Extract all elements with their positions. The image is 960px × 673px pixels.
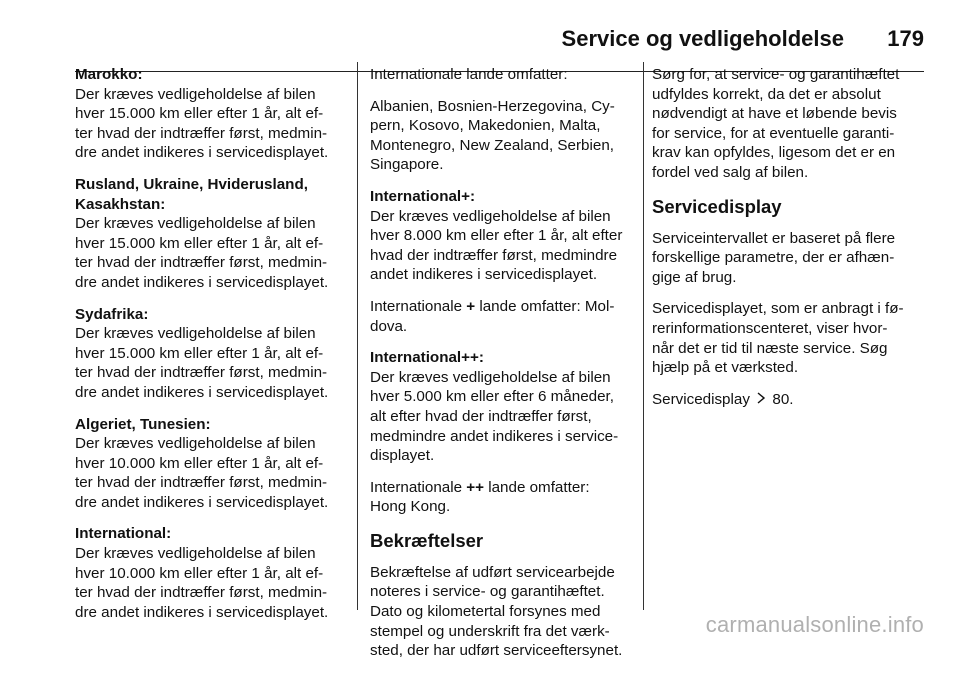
intl-countries-list — [370, 97, 636, 175]
section-heading: Sydafrika: — [75, 305, 149, 323]
section-line: Der kræves vedligeholdelse af bilen — [75, 435, 316, 453]
section-algeria — [75, 415, 350, 513]
watermark: carmanualsonline.info — [705, 612, 924, 637]
section-line: dre andet indikeres i servicedisplayet. — [75, 383, 329, 401]
section-line: ter hvad der indtræffer først, medmin- — [75, 254, 328, 272]
section-line: dre andet indikeres i servicedisplayet. — [75, 603, 329, 621]
text-line: hjælp på et værksted. — [652, 359, 799, 377]
page-title: Service og vedligeholdelse — [561, 26, 844, 51]
section-line: hver 5.000 km eller efter 6 måneder, — [370, 388, 614, 406]
section-international — [75, 524, 350, 622]
service-display-reference[interactable] — [652, 390, 927, 410]
section-line: hver 10.000 km eller efter 1 år, alt ef- — [75, 564, 324, 582]
section-line: hvad der indtræffer først, medmindre — [370, 246, 618, 264]
text-line: Montenegro, New Zealand, Serbien, — [370, 136, 614, 154]
text-line: Singapore. — [370, 156, 444, 174]
text-line: gige af brug. — [652, 268, 737, 286]
section-line: medmindre andet indikeres i service- — [370, 427, 619, 445]
section-line: dre andet indikeres i servicedisplayet. — [75, 273, 329, 291]
text-fragment: Internationale — [370, 297, 467, 315]
text-line: dova. — [370, 317, 408, 335]
text-line: pern, Kosovo, Makedonien, Malta, — [370, 117, 601, 135]
confirmations-heading: Bekræftelser — [370, 529, 484, 551]
text-line: sted, der har udført serviceeftersynet. — [370, 642, 623, 660]
section-heading: Kasakhstan: — [75, 195, 166, 213]
section-heading: Marokko: — [75, 66, 143, 83]
section-line: dre andet indikeres i servicedisplayet. — [75, 144, 329, 162]
text-fragment: lande omfatter: — [484, 478, 590, 496]
section-line: andet indikeres i servicedisplayet. — [370, 266, 598, 284]
text-line — [370, 478, 636, 498]
text-line: Hong Kong. — [370, 498, 451, 516]
section-line: Der kræves vedligeholdelse af bilen — [75, 215, 316, 233]
section-line: alt efter hvad der indtræffer først, — [370, 407, 592, 425]
section-line: ter hvad der indtræffer først, medmin- — [75, 474, 328, 492]
text-line: rerinformationscenteret, viser hvor- — [652, 319, 888, 337]
section-line: dre andet indikeres i servicedisplayet. — [75, 493, 329, 511]
text-line: Bekræftelse af udført servicearbejde — [370, 563, 615, 581]
reference-link[interactable] — [652, 390, 927, 410]
text-line: Albanien, Bosnien-Herzegovina, Cy- — [370, 97, 615, 115]
service-display-heading: Servicedisplay — [652, 195, 782, 217]
section-line: ter hvad der indtræffer først, medmin- — [75, 584, 328, 602]
section-heading: Algeriet, Tunesien: — [75, 415, 211, 433]
text-line: noteres i service- og garantihæftet. — [370, 583, 605, 601]
plus-countries — [370, 297, 636, 336]
page-header — [0, 24, 924, 54]
intl-countries-intro — [370, 65, 636, 85]
text-line: nødvendigt at have et løbende bevis — [652, 105, 897, 123]
section-line: ter hvad der indtræffer først, medmin- — [75, 364, 328, 382]
text-line: krav kan opfyldes, ligesom det er en — [652, 144, 896, 162]
section-international-plus-plus — [370, 348, 636, 466]
section-south-africa — [75, 305, 350, 403]
arrow-icon — [756, 390, 766, 410]
section-line: Der kræves vedligeholdelse af bilen — [370, 207, 611, 225]
section-line: Der kræves vedligeholdelse af bilen — [75, 545, 316, 563]
section-heading: International: — [75, 525, 172, 543]
service-book-paragraph — [652, 65, 927, 183]
page-number: 179 — [887, 26, 924, 51]
column-3 — [652, 65, 927, 421]
text-fragment: lande omfatter: Mol- — [475, 297, 615, 315]
reference-label: Servicedisplay — [652, 390, 750, 408]
plus-symbol: + — [466, 297, 476, 315]
confirmations-body — [370, 563, 636, 661]
text-line: fordel ved salg af bilen. — [652, 163, 809, 181]
plus-plus-symbol: ++ — [466, 478, 485, 496]
column-divider-1 — [357, 62, 358, 610]
service-display-paragraph — [652, 299, 927, 377]
section-line: Der kræves vedligeholdelse af bilen — [370, 368, 611, 386]
text-fragment: Internationale — [370, 478, 467, 496]
service-interval-paragraph — [652, 229, 927, 288]
column-1 — [75, 65, 350, 634]
text-line: Servicedisplayet, som er anbragt i fø- — [652, 300, 904, 318]
reference-page: 80. — [772, 390, 794, 408]
text-line: når det er tid til næste service. Søg — [652, 339, 888, 357]
section-line: hver 10.000 km eller efter 1 år, alt ef- — [75, 454, 324, 472]
section-line: ter hvad der indtræffer først, medmin- — [75, 124, 328, 142]
text-line: Serviceintervallet er baseret på flere — [652, 229, 896, 247]
plus-plus-countries — [370, 478, 636, 517]
section-line: displayet. — [370, 447, 435, 465]
section-heading: International++: — [370, 349, 484, 367]
text-line — [370, 297, 636, 317]
section-heading: International+: — [370, 187, 476, 205]
section-heading: Rusland, Ukraine, Hviderusland, — [75, 175, 308, 193]
section-line: Der kræves vedligeholdelse af bilen — [75, 325, 316, 343]
text-line: Internationale lande omfatter: — [370, 66, 568, 83]
section-line: Der kræves vedligeholdelse af bilen — [75, 85, 316, 103]
section-line: hver 15.000 km eller efter 1 år, alt ef- — [75, 344, 324, 362]
section-line: hver 15.000 km eller efter 1 år, alt ef- — [75, 234, 324, 252]
text-line: forskellige parametre, der er afhæn- — [652, 249, 895, 267]
section-line: hver 8.000 km eller efter 1 år, alt efter — [370, 227, 623, 245]
section-line: hver 15.000 km eller efter 1 år, alt ef- — [75, 105, 324, 123]
text-line: Sørg for, at service- og garantihæftet — [652, 66, 900, 83]
section-russia — [75, 175, 350, 293]
text-line: udfyldes korrekt, da det er absolut — [652, 85, 881, 103]
text-line: Dato og kilometertal forsynes med — [370, 603, 601, 621]
column-divider-2 — [643, 62, 644, 610]
column-2 — [370, 65, 636, 673]
text-line: stempel og underskrift fra det værk- — [370, 622, 610, 640]
section-morocco — [75, 65, 350, 163]
text-line: for service, for at eventuelle garanti- — [652, 124, 895, 142]
section-international-plus — [370, 187, 636, 285]
